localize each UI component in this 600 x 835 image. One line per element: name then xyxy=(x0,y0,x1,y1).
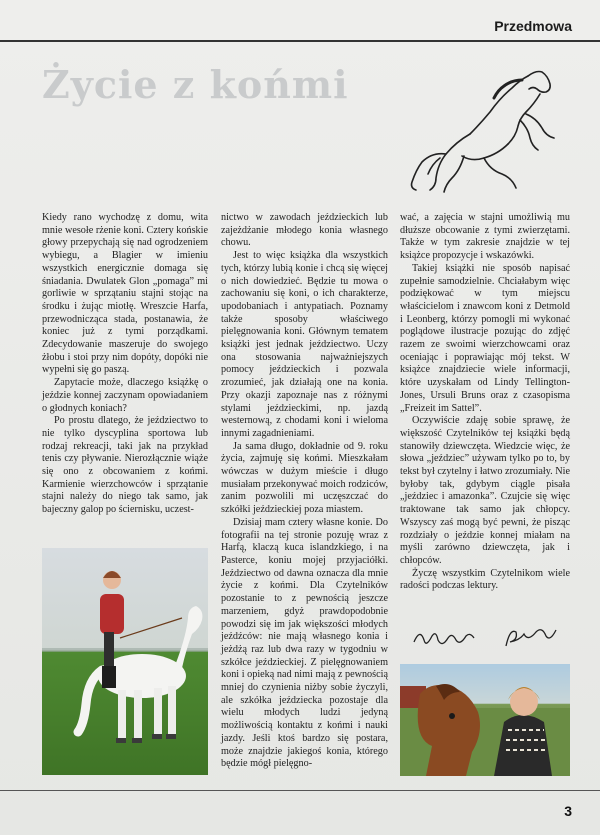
photo-rider-on-white-horse xyxy=(42,548,208,775)
top-rule xyxy=(0,40,600,42)
paragraph: nictwo w zawodach jeździeckich lub zajeżdżanie młodego konia własnego chowu. xyxy=(221,212,388,249)
text-column-2 xyxy=(221,212,388,771)
paragraph: Życzę wszystkim Czytelnikom wiele radości podczas lektury. xyxy=(400,567,570,592)
rearing-horse-sketch xyxy=(410,58,560,198)
paragraph: Takiej książki nie sposób napisać zupełnie samodzielnie. Chciałabym więc podziękować w tym miejscu właścicielom i znawcom koni z Detmold i Leonberg, którzy pomogli mi wykonać poglądowe ilustracje pozując do zdjęć razem ze swoimi wierzchowcami oraz oceniając i poprawiając mój tekst. W książce znajdziecie wiele informacji, które uzyskałam od Lindy Tellington-Jones, Ursuli Bruns oraz z czasopisma „Freizeit im Sattel”. xyxy=(400,262,570,414)
paragraph: Po prostu dlatego, że jeździectwo to nie tylko dyscyplina sportowa lub rodzaj rekreacji, taki jak na przykład tenis czy pływanie. Nierozłącznie wiąże się ono z obcowaniem z końmi. Karmienie wierzchowców i sprzątanie stajni należy do niego tak samo, jak bajeczny galop po ściernisku, uczest- xyxy=(42,415,208,516)
page-number: 3 xyxy=(564,803,572,819)
paragraph: Ja sama długo, dokładnie od 9. roku życia, zajmuję się końmi. Mieszkałam wówczas w dużym mieście i długo musiałam przekonywać moich rodziców, zanim pozwolili mi uczęszczać do szkółki jeździeckiej poza miastem. xyxy=(221,440,388,516)
text-column-3 xyxy=(400,212,570,593)
paragraph: Zapytacie może, dlaczego książkę o jeździe konnej zaczynam opowiadaniem o głodnych koniach? xyxy=(42,377,208,414)
section-header: Przedmowa xyxy=(494,18,572,34)
paragraph: Dzisiaj mam cztery własne konie. Do fotografii na tej stronie pozuję wraz z Harfą, klaczą kuca islandzkiego, i na Pasterce, koniu mojej przyjaciółki. Jeździectwo od dawna oznacza dla mnie życie z końmi. Dla Czytelników pozostanie to z pewnością jeszcze marzeniem, gdyż prawdopodobnie powodzi się im jak większości młodych jeźdźców: nie mają własnego konia i jeżdżą raz lub dwa razy w tygodniu w szkółce jeździeckiej. Z pielęgnowaniem koni i opieką nad nimi mają z pewnością mniej do czynienia niżby sobie życzyli, ale szkółka jeździecka pozostaje dla wielu młodych ludzi jedyną możliwością kontaktu z końmi i nauki jazdy. Jeśli ktoś bardzo się postara, może znajdzie jakiegoś konia, którego będzie mógł pielęgno- xyxy=(221,516,388,770)
paragraph: wać, a zajęcia w stajni umożliwią mu dłuższe obcowanie z tymi zwierzętami. Także w tym zakresie znajdzie w tej książce propozycje i wskazówki. xyxy=(400,212,570,262)
paragraph: Kiedy rano wychodzę z domu, wita mnie wesołe rżenie koni. Cztery końskie głowy przepychają się nad ogrodzeniem wybiegu, a Blagier w imieniu wszystkich energicznie domaga się śniadania. Dwulatek Glon „pomaga” mi gorliwie w sprzątaniu stajni stojąc na środku i żując miotłę. Wreszcie Harfa, przewodnicząca stada, postanawia, że koniec już z tymi porządkami. Zdecydowanie maszeruje do swojego żłobu i stoi przy nim dopóty, dopóki nie wypełni się go paszą. xyxy=(42,212,208,376)
page-title: Życie z końmi xyxy=(42,62,349,107)
bottom-rule xyxy=(0,790,600,791)
photo-author-with-pony xyxy=(400,664,570,776)
paragraph: Jest to więc książka dla wszystkich tych, którzy lubią konie i chcą się więcej o nich dowiedzieć. Będzie tu mowa o zachowaniu się koni, o ich charakterze, upodobaniach i antypatiach. Poznamy także sposoby właściwego pielęgnowania koni. Głównym tematem książki jest jednak jeździectwo. Uczy ona stosowania najważniejszych pomocy jeździeckich i pozwala zrozumieć, jak działają one na konia. Przy okazji zapoznaje nas z różnymi stylami jeździeckimi, np. jazdą westernową, z chodami koni i wieloma innymi zagadnieniami. xyxy=(221,250,388,439)
author-signature xyxy=(410,626,570,652)
text-column-1 xyxy=(42,212,208,517)
paragraph: Oczywiście zdaję sobie sprawę, że większość Czytelników tej książki będą stanowiły dziewczęta. Wiedzcie więc, że słowa „jeździec” używam tylko po to, by tekst był czytelny i łatwo zrozumiały. Nie byłoby tak, gdybym ciągle pisała „jeździec i amazonka”. Czujcie się więc traktowane tak samo jak chłopcy. Wszyscy zaś mogą być pewni, że pisząc rozdziały o jeździe konnej miałam na myśli zarówno dziewczęta, jak i chłopców. xyxy=(400,415,570,566)
